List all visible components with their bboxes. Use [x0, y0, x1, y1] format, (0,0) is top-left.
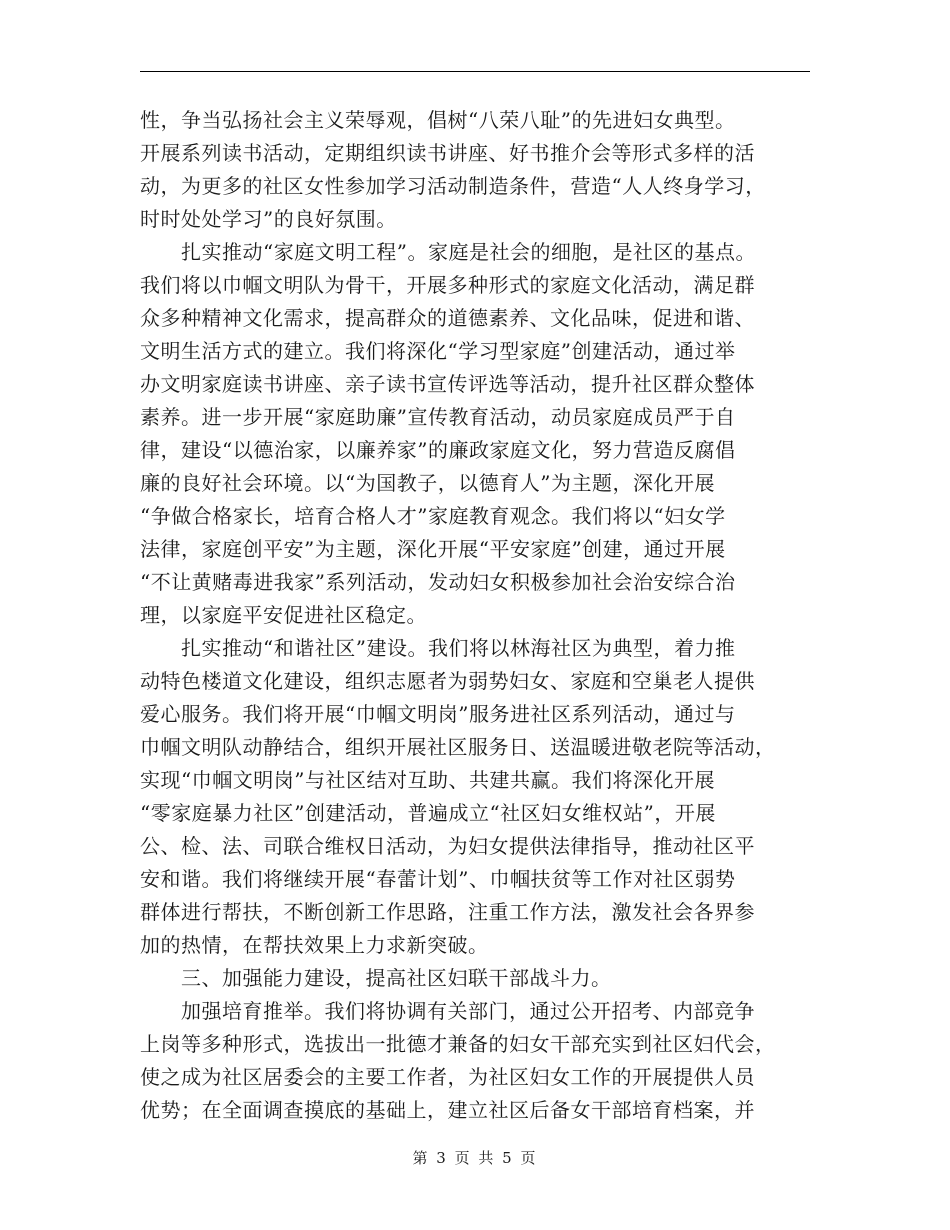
text-line: 理，以家庭平安促进社区稳定。: [140, 603, 427, 627]
text-line: 群体进行帮扶，不断创新工作思路，注重工作方法，激发社会各界参: [140, 900, 755, 924]
text-line: 我们将以巾帼文明队为骨干，开展多种形式的家庭文化活动，满足群: [140, 273, 755, 297]
text-line: 加的热情，在帮扶效果上力求新突破。: [140, 933, 489, 957]
text-line: 素养。进一步开展“家庭助廉”宣传教育活动，动员家庭成员严于自: [140, 405, 736, 429]
document-body: [140, 104, 810, 1127]
text-line: 优势；在全面调查摸底的基础上，建立社区后备女干部培育档案，并: [140, 1098, 755, 1122]
text-line: 公、检、法、司联合维权日活动，为妇女提供法律指导，推动社区平: [140, 834, 755, 858]
text-line: 实现“巾帼文明岗”与社区结对互助、共建共赢。我们将深化开展: [140, 768, 715, 792]
text-line: 上岗等多种形式，选拔出一批德才兼备的妇女干部充实到社区妇代会，: [140, 1032, 776, 1056]
text-line: 扎实推动“家庭文明工程”。家庭是社会的细胞，是社区的基点。: [140, 240, 756, 264]
text-line: “不让黄赌毒进我家”系列活动，发动妇女积极参加社会治安综合治: [140, 570, 736, 594]
text-line: 安和谐。我们将继续开展“春蕾计划”、巾帼扶贫等工作对社区弱势: [140, 867, 736, 891]
text-line: “零家庭暴力社区”创建活动，普遍成立“社区妇女维权站”，开展: [140, 801, 716, 825]
text-line: 开展系列读书活动，定期组织读书讲座、好书推介会等形式多样的活: [140, 141, 755, 165]
header-rule: [140, 71, 810, 72]
text-line: 动特色楼道文化建设，组织志愿者为弱势妇女、家庭和空巢老人提供: [140, 669, 755, 693]
text-line: 扎实推动“和谐社区”建设。我们将以林海社区为典型，着力推: [140, 636, 736, 660]
text-line: 巾帼文明队动静结合，组织开展社区服务日、送温暖进敬老院等活动，: [140, 735, 776, 759]
text-line: 律，建设“以德治家，以廉养家”的廉政家庭文化，努力营造反腐倡: [140, 438, 736, 462]
text-line: 众多种精神文化需求，提高群众的道德素养、文化品味，促进和谐、: [140, 306, 755, 330]
text-line: 时时处处学习”的良好氛围。: [140, 207, 397, 231]
text-line: 三、加强能力建设，提高社区妇联干部战斗力。: [140, 966, 612, 990]
text-line: 廉的良好社会环境。以“为国教子，以德育人”为主题，深化开展: [140, 471, 715, 495]
text-line: 性，争当弘扬社会主义荣辱观，倡树“八荣八耻”的先进妇女典型。: [140, 108, 736, 132]
text-line: 加强培育推举。我们将协调有关部门，通过公开招考、内部竞争: [140, 999, 755, 1023]
text-line: 动，为更多的社区女性参加学习活动制造条件，营造“人人终身学习，: [140, 174, 766, 198]
page-number: 第 3 页 共 5 页: [412, 1149, 538, 1167]
text-line: 使之成为社区居委会的主要工作者，为社区妇女工作的开展提供人员: [140, 1065, 755, 1089]
text-line: 办文明家庭读书讲座、亲子读书宣传评选等活动，提升社区群众整体: [140, 372, 755, 396]
text-line: 法律，家庭创平安”为主题，深化开展“平安家庭”创建，通过开展: [140, 537, 726, 561]
text-line: “争做合格家长，培育合格人才”家庭教育观念。我们将以“妇女学: [140, 504, 726, 528]
text-line: 文明生活方式的建立。我们将深化“学习型家庭”创建活动，通过举: [140, 339, 736, 363]
text-line: 爱心服务。我们将开展“巾帼文明岗”服务进社区系列活动，通过与: [140, 702, 736, 726]
